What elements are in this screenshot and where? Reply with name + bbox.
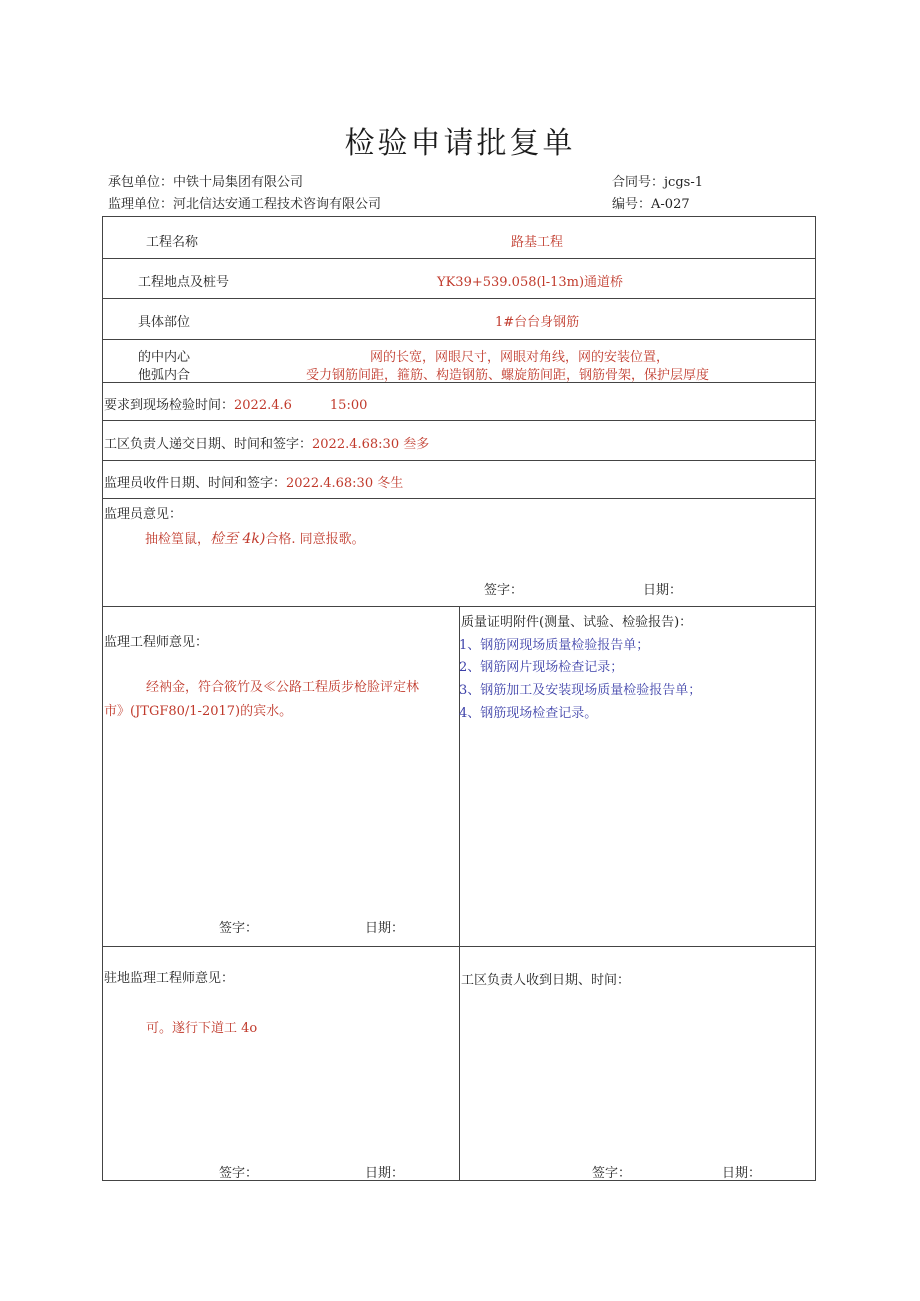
- row-divider: [102, 258, 816, 259]
- inspect-time-label: 要求到现场检验时间：: [104, 398, 235, 413]
- submit-line: [104, 433, 429, 452]
- row-divider: [102, 420, 816, 421]
- page-title: 检验申请批复单: [344, 126, 576, 161]
- submit-value: 2022.4.68:30 叁多: [312, 437, 430, 452]
- receive-line: [104, 472, 403, 491]
- inspector-sign-label: 签字：: [484, 583, 524, 598]
- supervisor-line: [108, 193, 381, 212]
- contract-no-value: jcgs-1: [664, 175, 703, 190]
- receive-label: 监理员收件日期、时间和签字：: [104, 476, 287, 491]
- project-name-label: 工程名称: [146, 235, 199, 250]
- serial-value: A-027: [651, 197, 690, 212]
- project-name-value: 路基工程: [511, 235, 564, 250]
- location-value: YK39+539.058(l-13m)通道桥: [437, 275, 624, 290]
- content-label-1: 的中内心: [138, 350, 191, 365]
- engineer-opinion-line1: 经衲金，符合筱竹及≪公路工程质步枪脸评定林: [146, 680, 420, 695]
- contractor-line: [108, 171, 303, 190]
- serial-line: [612, 193, 690, 212]
- attachment-item: 3、钢筋加工及安装现场质量检验报告单；: [459, 683, 702, 698]
- row-divider: [102, 298, 816, 299]
- engineer-opinion-line2: 市》(JTGF80/1-2017)的宾水。: [104, 704, 293, 719]
- resident-sign-label: 签字：: [219, 1166, 259, 1181]
- engineer-date-label: 日期：: [365, 921, 405, 936]
- resident-opinion-label: 驻地监理工程师意见：: [104, 971, 235, 986]
- supervisor-value: 河北信达安通工程技术咨询有限公司: [173, 197, 382, 212]
- inspect-time-date: 2022.4.6: [234, 398, 292, 413]
- contractor-label: 承包单位：: [108, 175, 174, 190]
- row-divider: [102, 339, 816, 340]
- location-label: 工程地点及桩号: [138, 275, 230, 290]
- inspector-opinion-label: 监理员意见：: [104, 507, 183, 522]
- workarea-date-label: 日期：: [722, 1166, 762, 1181]
- inspector-opinion-c: 合格. 同意报歌。: [265, 532, 365, 547]
- receive-value: 2022.4.68:30 冬生: [286, 476, 404, 491]
- resident-date-label: 日期：: [365, 1166, 405, 1181]
- part-value: 1#台台身钢筋: [495, 315, 580, 330]
- table-border-right: [815, 216, 816, 1180]
- inspector-date-label: 日期：: [643, 583, 683, 598]
- table-border-left: [102, 216, 103, 1180]
- row-divider: [102, 498, 816, 499]
- engineer-sign-label: 签字：: [219, 921, 259, 936]
- attachments-label: 质量证明附件(测量、试验、检验报告)：: [461, 615, 693, 630]
- table-border-bottom: [102, 1180, 816, 1181]
- inspector-opinion-b: 检至 4k): [210, 531, 266, 547]
- attachment-item: 1、钢筋网现场质量检验报告单；: [459, 638, 650, 653]
- contract-no-line: [612, 171, 703, 190]
- part-label: 具体部位: [138, 315, 191, 330]
- engineer-opinion-label: 监理工程师意见：: [104, 635, 209, 650]
- inspect-time-line: [104, 394, 367, 413]
- serial-label: 编号：: [612, 197, 652, 212]
- inspect-time-clock: 15:00: [329, 398, 368, 413]
- attachment-item: 4、钢筋现场检查记录。: [459, 706, 598, 721]
- resident-opinion: 可。遂行下道工 4o: [146, 1021, 258, 1036]
- attachment-item: 2、钢筋网片现场检查记录；: [459, 660, 624, 675]
- workarea-receipt-label: 工区负责人收到日期、时间：: [461, 973, 631, 988]
- contractor-value: 中铁十局集团有限公司: [173, 175, 304, 190]
- table-border-top: [102, 216, 816, 217]
- content-value-1: 网的长宽，网眼尺寸，网眼对角线，网的安装位置，: [370, 350, 670, 365]
- content-value-2: 受力钢筋间距，箍筋、构造钢筋、螺旋筋间距，钢筋骨架，保护层厚度: [306, 368, 710, 383]
- contract-no-label: 合同号：: [612, 175, 665, 190]
- supervisor-label: 监理单位：: [108, 197, 174, 212]
- workarea-sign-label: 签字：: [592, 1166, 632, 1181]
- row-divider: [102, 460, 816, 461]
- content-label-2: 他弧内合: [138, 368, 191, 383]
- inspector-opinion: [145, 528, 365, 548]
- submit-label: 工区负责人递交日期、时间和签字：: [104, 437, 313, 452]
- inspector-opinion-a: 抽检篁鼠，: [145, 532, 211, 547]
